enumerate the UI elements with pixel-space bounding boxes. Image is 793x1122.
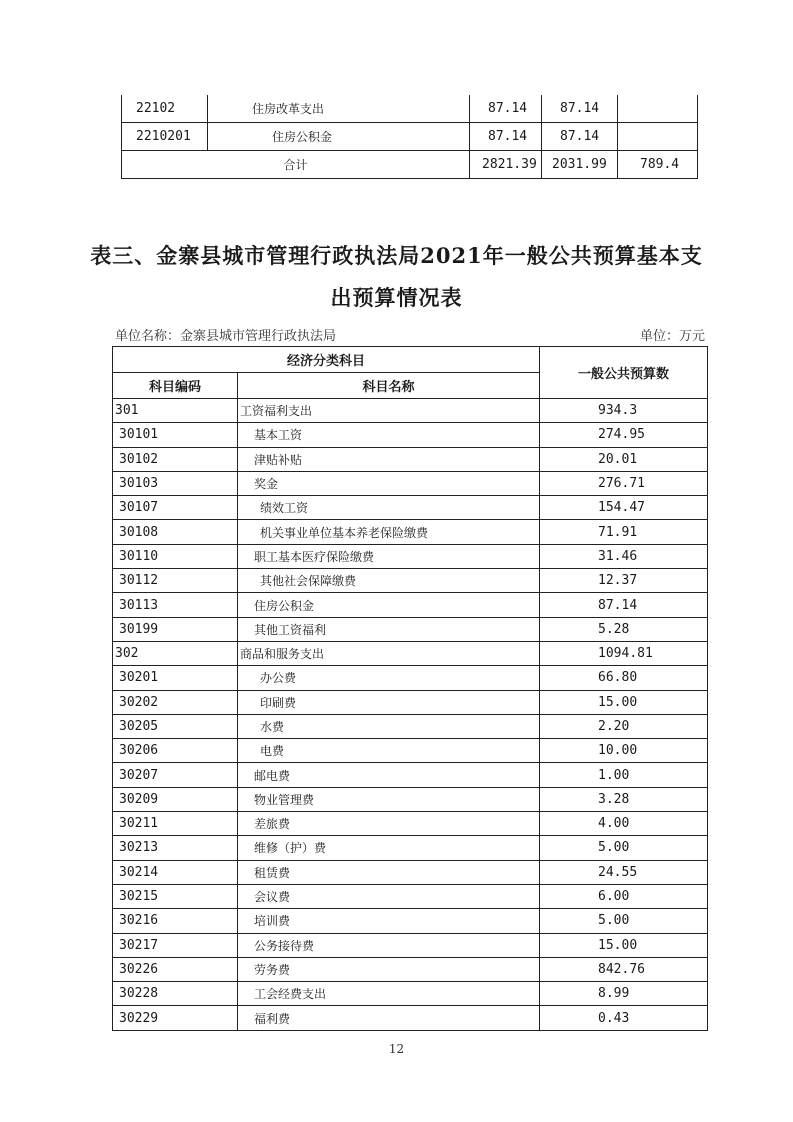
subject-name: 物业管理费 bbox=[238, 787, 540, 811]
budget-amount: 10.00 bbox=[540, 739, 708, 763]
table-row bbox=[113, 884, 708, 908]
budget-amount: 1.00 bbox=[540, 763, 708, 787]
budget-amount: 5.00 bbox=[540, 836, 708, 860]
total-row bbox=[122, 151, 698, 179]
subject-code: 30110 bbox=[113, 544, 238, 568]
subject-name: 办公费 bbox=[238, 666, 540, 690]
subject-code: 30207 bbox=[113, 763, 238, 787]
subject-code: 30101 bbox=[113, 423, 238, 447]
table-row bbox=[113, 957, 708, 981]
subject-code: 30113 bbox=[113, 593, 238, 617]
table-row bbox=[113, 496, 708, 520]
table-row bbox=[113, 544, 708, 568]
subject-code-header: 科目编码 bbox=[113, 373, 238, 399]
budget-amount: 274.95 bbox=[540, 423, 708, 447]
budget-amount: 3.28 bbox=[540, 787, 708, 811]
subject-name: 邮电费 bbox=[238, 763, 540, 787]
subject-name: 公务接待费 bbox=[238, 933, 540, 957]
project-amount bbox=[618, 95, 698, 123]
budget-amount: 87.14 bbox=[540, 593, 708, 617]
budget-amount: 31.46 bbox=[540, 544, 708, 568]
subject-name: 会议费 bbox=[238, 884, 540, 908]
subject-name: 其他社会保障缴费 bbox=[238, 569, 540, 593]
subject-name: 电费 bbox=[238, 739, 540, 763]
budget-amount: 15.00 bbox=[540, 690, 708, 714]
table-row bbox=[113, 617, 708, 641]
table-row bbox=[113, 763, 708, 787]
budget-amount: 5.00 bbox=[540, 909, 708, 933]
general-budget-header: 一般公共预算数 bbox=[540, 347, 708, 399]
subject-code: 30205 bbox=[113, 714, 238, 738]
subject-code: 30199 bbox=[113, 617, 238, 641]
continued-budget-table bbox=[121, 95, 698, 179]
subject-code: 301 bbox=[113, 399, 238, 423]
budget-amount: 20.01 bbox=[540, 447, 708, 471]
basic-expenditure-table bbox=[112, 346, 708, 1031]
table-row bbox=[113, 812, 708, 836]
total-amount: 87.14 bbox=[470, 123, 542, 151]
subject-code: 30112 bbox=[113, 569, 238, 593]
budget-amount: 842.76 bbox=[540, 957, 708, 981]
table-row bbox=[113, 787, 708, 811]
budget-amount: 15.00 bbox=[540, 933, 708, 957]
project-amount bbox=[618, 123, 698, 151]
subject-code: 302 bbox=[113, 641, 238, 665]
subject-name: 奖金 bbox=[238, 471, 540, 495]
subject-code: 30217 bbox=[113, 933, 238, 957]
subject-code: 30228 bbox=[113, 982, 238, 1006]
budget-amount: 2.20 bbox=[540, 714, 708, 738]
budget-amount: 0.43 bbox=[540, 1006, 708, 1030]
subject-code: 30102 bbox=[113, 447, 238, 471]
total-amount: 87.14 bbox=[470, 95, 542, 123]
subject-name: 商品和服务支出 bbox=[238, 641, 540, 665]
table-title-line-2: 出预算情况表 bbox=[330, 285, 463, 310]
subject-code: 30206 bbox=[113, 739, 238, 763]
subject-name: 住房改革支出 bbox=[208, 95, 470, 123]
table-row bbox=[122, 95, 698, 123]
subject-name: 绩效工资 bbox=[238, 496, 540, 520]
subject-code: 30229 bbox=[113, 1006, 238, 1030]
currency-unit: 单位：万元 bbox=[639, 329, 705, 344]
table-row bbox=[113, 423, 708, 447]
table-row bbox=[113, 836, 708, 860]
table-row bbox=[113, 471, 708, 495]
subject-name-header: 科目名称 bbox=[238, 373, 540, 399]
subject-name: 基本工资 bbox=[238, 423, 540, 447]
subject-name: 机关事业单位基本养老保险缴费 bbox=[238, 520, 540, 544]
page-number: 12 bbox=[388, 1042, 405, 1056]
budget-amount: 1094.81 bbox=[540, 641, 708, 665]
subject-code: 30211 bbox=[113, 812, 238, 836]
subject-name: 维修（护）费 bbox=[238, 836, 540, 860]
total-amount: 2821.39 bbox=[470, 151, 542, 179]
table-row bbox=[113, 909, 708, 933]
subject-code: 2210201 bbox=[122, 123, 208, 151]
subject-code: 30215 bbox=[113, 884, 238, 908]
subject-name: 工会经费支出 bbox=[238, 982, 540, 1006]
budget-amount: 4.00 bbox=[540, 812, 708, 836]
budget-amount: 8.99 bbox=[540, 982, 708, 1006]
budget-amount: 934.3 bbox=[540, 399, 708, 423]
subject-code: 30201 bbox=[113, 666, 238, 690]
budget-amount: 276.71 bbox=[540, 471, 708, 495]
subject-name: 劳务费 bbox=[238, 957, 540, 981]
table-row bbox=[113, 982, 708, 1006]
economic-classification-header: 经济分类科目 bbox=[113, 347, 540, 373]
table-row bbox=[113, 666, 708, 690]
subject-code: 30216 bbox=[113, 909, 238, 933]
budget-amount: 66.80 bbox=[540, 666, 708, 690]
table-row bbox=[113, 399, 708, 423]
total-label: 合计 bbox=[122, 151, 470, 179]
table-title-line-1: 表三、金寨县城市管理行政执法局2021年一般公共预算基本支 bbox=[90, 243, 703, 268]
basic-amount: 87.14 bbox=[542, 123, 618, 151]
budget-amount: 6.00 bbox=[540, 884, 708, 908]
budget-amount: 154.47 bbox=[540, 496, 708, 520]
table-row bbox=[113, 714, 708, 738]
table-row bbox=[122, 123, 698, 151]
basic-amount: 2031.99 bbox=[542, 151, 618, 179]
subject-name: 其他工资福利 bbox=[238, 617, 540, 641]
subject-name: 租赁费 bbox=[238, 860, 540, 884]
subject-name: 水费 bbox=[238, 714, 540, 738]
subject-name: 印刷费 bbox=[238, 690, 540, 714]
table-row bbox=[113, 739, 708, 763]
subject-code: 30107 bbox=[113, 496, 238, 520]
subject-name: 住房公积金 bbox=[208, 123, 470, 151]
subject-name: 工资福利支出 bbox=[238, 399, 540, 423]
table-row bbox=[113, 569, 708, 593]
budget-amount: 12.37 bbox=[540, 569, 708, 593]
budget-amount: 5.28 bbox=[540, 617, 708, 641]
subject-name: 差旅费 bbox=[238, 812, 540, 836]
subject-name: 住房公积金 bbox=[238, 593, 540, 617]
table-row bbox=[113, 447, 708, 471]
basic-amount: 87.14 bbox=[542, 95, 618, 123]
subject-name: 福利费 bbox=[238, 1006, 540, 1030]
project-amount: 789.4 bbox=[618, 151, 698, 179]
subject-code: 30214 bbox=[113, 860, 238, 884]
subject-code: 30103 bbox=[113, 471, 238, 495]
table-row bbox=[113, 1006, 708, 1030]
budget-amount: 24.55 bbox=[540, 860, 708, 884]
subject-code: 30108 bbox=[113, 520, 238, 544]
subject-code: 30226 bbox=[113, 957, 238, 981]
table-row bbox=[113, 860, 708, 884]
subject-name: 津贴补贴 bbox=[238, 447, 540, 471]
subject-name: 职工基本医疗保险缴费 bbox=[238, 544, 540, 568]
table-row bbox=[113, 520, 708, 544]
subject-code: 30202 bbox=[113, 690, 238, 714]
table-row bbox=[113, 593, 708, 617]
table-row bbox=[113, 641, 708, 665]
subject-code: 30213 bbox=[113, 836, 238, 860]
header-row bbox=[113, 347, 708, 373]
subject-code: 30209 bbox=[113, 787, 238, 811]
budget-amount: 71.91 bbox=[540, 520, 708, 544]
table-row bbox=[113, 690, 708, 714]
subject-code: 22102 bbox=[122, 95, 208, 123]
subject-name: 培训费 bbox=[238, 909, 540, 933]
table-row bbox=[113, 933, 708, 957]
unit-name: 单位名称：金寨县城市管理行政执法局 bbox=[115, 329, 337, 344]
